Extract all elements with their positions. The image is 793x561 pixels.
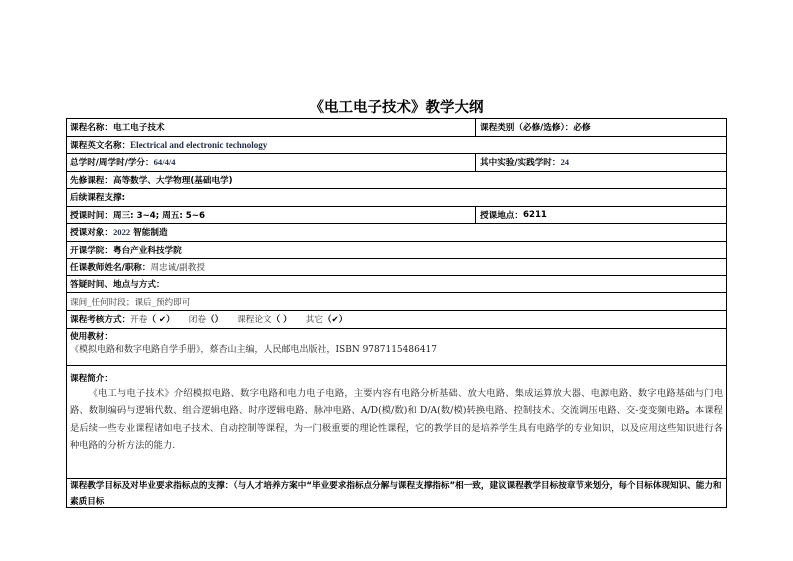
option-name: 开卷 <box>130 315 148 326</box>
course-category-value: 必修 <box>573 123 591 134</box>
assessment-option-open-book <box>130 313 175 325</box>
row-office-hours-heading <box>67 276 726 293</box>
class-location-value: 6211 <box>522 209 547 220</box>
english-name-cell <box>67 137 726 154</box>
office-hours-label: 答疑时间、地点与方式： <box>70 280 165 290</box>
course-name-label: 课程名称： <box>70 123 113 134</box>
class-time-value: 周三: 3~4; 周五: 5~6 <box>112 210 205 221</box>
row-follow-up <box>67 189 726 207</box>
row-prerequisites <box>67 172 726 190</box>
prerequisites-value: 高等数学、大学物理(基础电学) <box>112 175 233 186</box>
textbook-block <box>70 331 723 357</box>
row-audience <box>67 224 726 242</box>
assessment-option-paper <box>237 313 292 325</box>
row-teacher <box>67 259 726 277</box>
class-location-label: 授课地点： <box>480 210 523 221</box>
checkmark-icon: （✔） <box>322 315 348 326</box>
row-office-hours-value <box>67 293 726 311</box>
empty-mark: （） <box>205 315 224 326</box>
lab-hours-cell <box>475 154 726 171</box>
row-class-time <box>67 207 726 225</box>
hours-cell <box>67 154 475 171</box>
audience-year: 2022 <box>112 227 131 238</box>
teacher-label: 任课教师姓名/职称： <box>70 262 151 273</box>
college-label: 开课学院： <box>70 245 113 256</box>
follow-up-cell <box>67 189 726 206</box>
assessment-label: 课程考核方式： <box>70 315 131 326</box>
row-hours <box>67 154 726 172</box>
course-name-value: 电工电子技术 <box>112 123 165 134</box>
audience-cell <box>67 224 726 241</box>
option-name: 闭卷 <box>188 315 206 326</box>
row-english-name <box>67 137 726 155</box>
row-assessment <box>67 311 726 329</box>
introduction-text-part-1: 《电工与电子技术》介绍模拟电路、数字电路和电力电子电路，主要内容有电路分析基础、放大电路、集成运算放大器、电源电路、数字电路基础与门电路、数制编码与逻辑代数、组合逻辑电路、时序逻辑电路、脉冲电路、A/D(模/数)和 D/A(数/模)转换电路、控制技术、交流调压电路、交-变变频电路 <box>70 388 723 417</box>
hours-label: 总学时/周学时/学分： <box>70 158 154 169</box>
college-value: 粤台产业科技学院 <box>112 245 182 256</box>
college-cell <box>67 242 726 258</box>
office-hours-value-cell <box>67 293 726 310</box>
hours-value: 64/4/4 <box>153 157 176 168</box>
row-college <box>67 242 726 259</box>
follow-up-label: 后续课程支撑: <box>70 193 125 204</box>
introduction-separator: 。 <box>685 405 695 417</box>
english-name-value: Electrical and electronic technology <box>130 139 268 150</box>
introduction-label: 课程简介： <box>70 374 113 384</box>
row-course-name <box>67 119 726 137</box>
textbook-label: 使用教材： <box>70 331 113 342</box>
prerequisites-label: 先修课程： <box>70 175 113 186</box>
option-name: 其它 <box>305 315 323 326</box>
assessment-cell <box>67 311 726 328</box>
option-name: 课程论文 <box>237 315 272 326</box>
introduction-text <box>70 385 723 455</box>
class-time-label: 授课时间： <box>70 210 113 221</box>
checkmark-icon: （ ✔） <box>147 315 175 326</box>
teacher-cell <box>67 259 726 276</box>
class-time-cell <box>67 207 475 224</box>
office-hours-label-cell <box>67 276 726 292</box>
document-title: 《电工电子技术》教学大纲 <box>309 100 484 116</box>
course-name-cell <box>67 119 475 136</box>
row-textbook <box>67 329 726 367</box>
introduction-text-part-2: 本课程是后续一些专业课程诸如电子技术、自动控制等课程，为一门极重要的理论性课程，它的教学目的是培养学生具有电路学的专业知识，以及应用这些知识进行各种电路的分析方法的能力. <box>70 405 723 452</box>
english-name-label: 课程英文名称： <box>70 140 131 151</box>
assessment-option-other <box>306 313 348 325</box>
prerequisites-cell <box>67 172 726 189</box>
teaching-goals-label: 课程教学目标及对毕业要求指标点的支撑：（与人才培养方案中“毕业要求指标点分解与课程支撑指标”相一致，建议课程教学目标按章节来划分，每个目标体现知识、能力和素质目标 <box>70 481 722 507</box>
empty-mark: （ ） <box>271 315 292 326</box>
course-category-label: 课程类别（必修/选修）： <box>480 123 574 134</box>
introduction-block <box>70 373 723 455</box>
teacher-value: 周忠诚/副教授 <box>150 262 205 273</box>
lab-hours-value: 24 <box>560 157 570 168</box>
row-introduction <box>67 366 726 479</box>
course-category-cell <box>475 119 726 136</box>
row-teaching-goals <box>67 479 726 509</box>
class-location-cell <box>475 207 726 224</box>
assessment-option-closed-book <box>189 313 223 325</box>
syllabus-table <box>66 118 727 508</box>
audience-label: 授课对象： <box>70 228 113 239</box>
textbook-value: 《模拟电路和数字电路自学手册》，蔡杏山主编，人民邮电出版社，ISBN 9787115486417 <box>70 344 438 355</box>
lab-hours-label: 其中实验/实践学时： <box>480 158 561 169</box>
office-hours-value: 课间_任何时段；课后_预约即可 <box>70 297 191 308</box>
audience-value: 智能制造 <box>130 228 168 239</box>
